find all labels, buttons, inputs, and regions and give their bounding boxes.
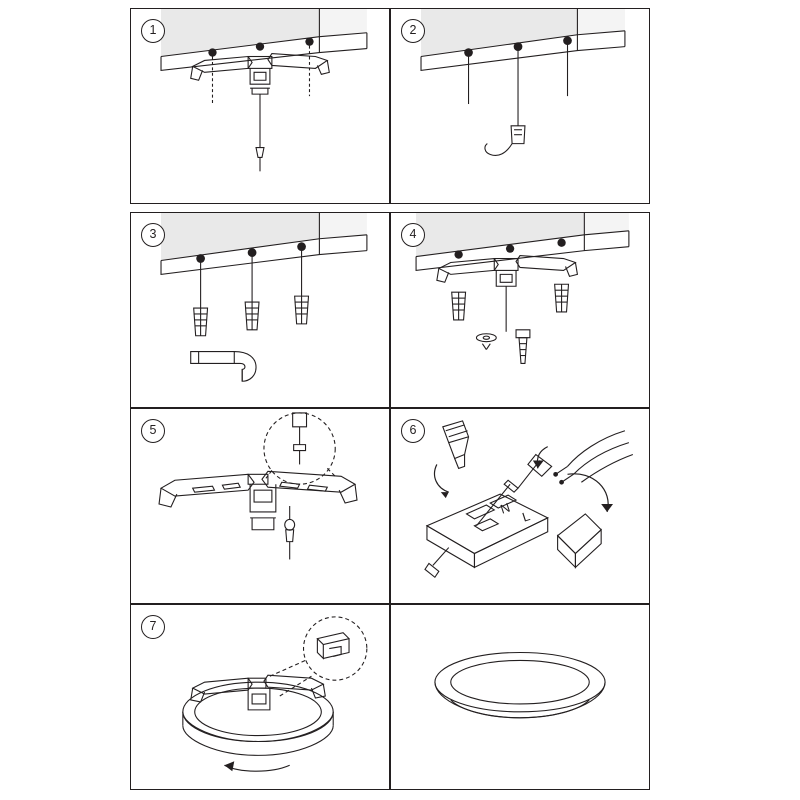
panel-step-2: [390, 8, 650, 204]
step-number-7: 7: [141, 615, 165, 639]
panel-step-4: [390, 212, 650, 408]
step-number-1: 1: [141, 19, 165, 43]
panel-step-3: [130, 212, 390, 408]
step-number-6: 6: [401, 419, 425, 443]
step-number-2: 2: [401, 19, 425, 43]
step-number-4: 4: [401, 223, 425, 247]
label-line: L: [520, 508, 532, 525]
panel-step-1: [130, 8, 390, 204]
panel-step-6: [390, 408, 650, 604]
panel-step-5: [130, 408, 390, 604]
step-number-5: 5: [141, 419, 165, 443]
label-neutral: N: [498, 499, 512, 517]
panel-step-7: [130, 604, 390, 790]
panel-finished-lamp: [390, 604, 650, 790]
step-number-3: 3: [141, 223, 165, 247]
